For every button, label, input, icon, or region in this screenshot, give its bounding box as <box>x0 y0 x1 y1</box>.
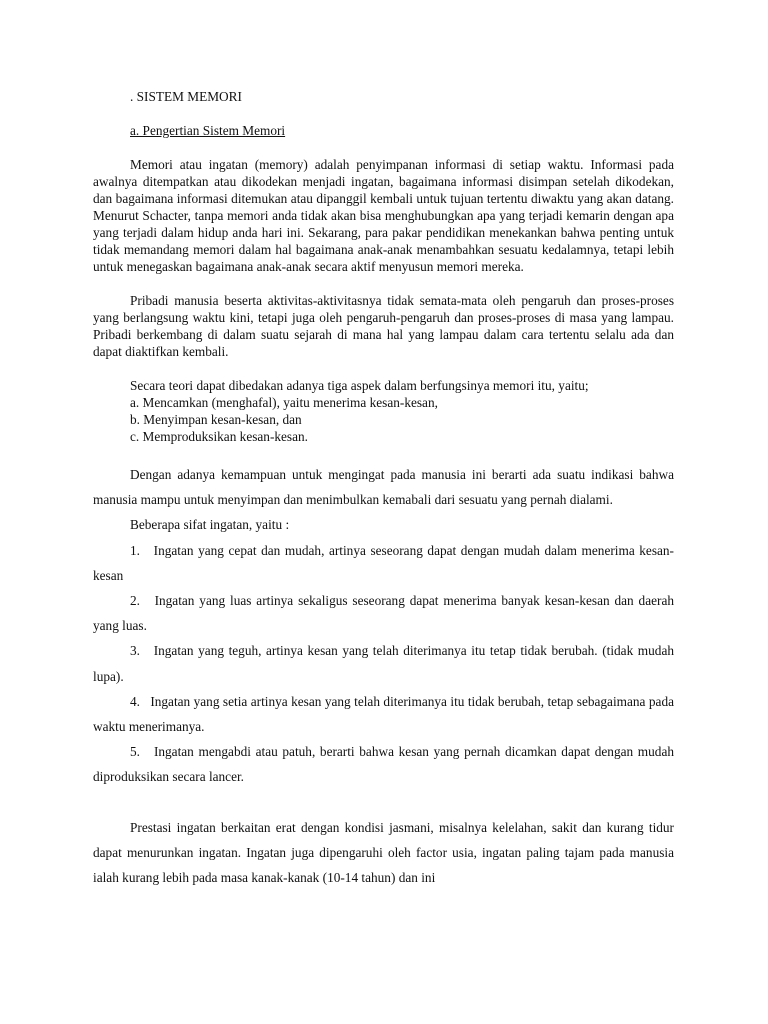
document-body <box>93 88 674 890</box>
paragraph-personality: Pribadi manusia beserta aktivitas-aktivitasnya tidak semata-mata oleh pengaruh dan proses-proses yang berlangsung waktu kini, tetapi juga oleh pengaruh-pengaruh dan proses-proses di masa yang lampau. Pribadi berkembang di dalam suatu sejarah di mana hal yang lampau dalam cara tertentu selalu ada dan dapat diaktifkan kembali. <box>93 293 674 359</box>
trait-item: 4. Ingatan yang setia artinya kesan yang telah diterimanya itu tidak berubah, tetap sebagaimana pada waktu menerimanya. <box>93 693 674 735</box>
aspect-item: a. Mencamkan (menghafal), yaitu menerima kesan-kesan, <box>130 395 438 410</box>
paragraph-definition: Memori atau ingatan (memory) adalah penyimpanan informasi di setiap waktu. Informasi pada awalnya ditempatkan atau dikodekan menjadi ingatan, bagaimana informasi disimpan setelah dikodekan, dan bagaimana informasi ditemukan atau dipanggil kembali untuk tujuan tertentu diwaktu yang akan datang. Menurut Schacter, tanpa memori anda tidak akan bisa menghubungkan apa yang terjadi kemarin dengan apa yang terjadi dalam hidup anda hari ini. Sekarang, para pakar pendidikan menekankan bahwa penting untuk tidak memandang memori dalam hal bagaimana anak-anak menambahkan sesuatu kedalamnya, tetapi lebih untuk menegaskan bagaimana anak-anak secara aktif menyusun memori mereka. <box>93 157 674 274</box>
trait-item: 1. Ingatan yang cepat dan mudah, artinya seseorang dapat dengan mudah dalam menerima kesan-kesan <box>93 542 674 583</box>
paragraph-performance: Prestasi ingatan berkaitan erat dengan kondisi jasmani, misalnya kelelahan, sakit dan kurang tidur dapat menurunkan ingatan. Ingatan juga dipengaruhi oleh factor usia, ingatan paling tajam pada manusia ialah kurang lebih pada masa kanak-kanak (10-14 tahun) dan ini <box>93 819 674 886</box>
subsection-heading: a. Pengertian Sistem Memori <box>130 123 286 138</box>
section-title: . SISTEM MEMORI <box>130 89 242 104</box>
paragraph-ability: Dengan adanya kemampuan untuk mengingat pada manusia ini berarti ada suatu indikasi bahwa manusia mampu untuk menyimpan dan menimbulkan kemabali dari sesuatu yang pernah dialami. <box>93 467 674 508</box>
trait-item: 3. Ingatan yang teguh, artinya kesan yang telah diterimanya itu tetap tidak berubah. (tidak mudah lupa). <box>93 643 674 684</box>
aspect-item: c. Memproduksikan kesan-kesan. <box>130 429 308 444</box>
traits-intro: Beberapa sifat ingatan, yaitu : <box>130 517 290 533</box>
trait-item: 5. Ingatan mengabdi atau patuh, berarti bahwa kesan yang pernah dicamkan dapat dengan mudah diproduksikan secara lancer. <box>93 744 674 785</box>
aspect-item: b. Menyimpan kesan-kesan, dan <box>130 412 302 427</box>
aspects-intro: Secara teori dapat dibedakan adanya tiga aspek dalam berfungsinya memori itu, yaitu; <box>130 378 589 393</box>
trait-item: 2. Ingatan yang luas artinya sekaligus seseorang dapat menerima banyak kesan-kesan dan daerah yang luas. <box>93 593 674 634</box>
aspects-block <box>130 377 674 445</box>
